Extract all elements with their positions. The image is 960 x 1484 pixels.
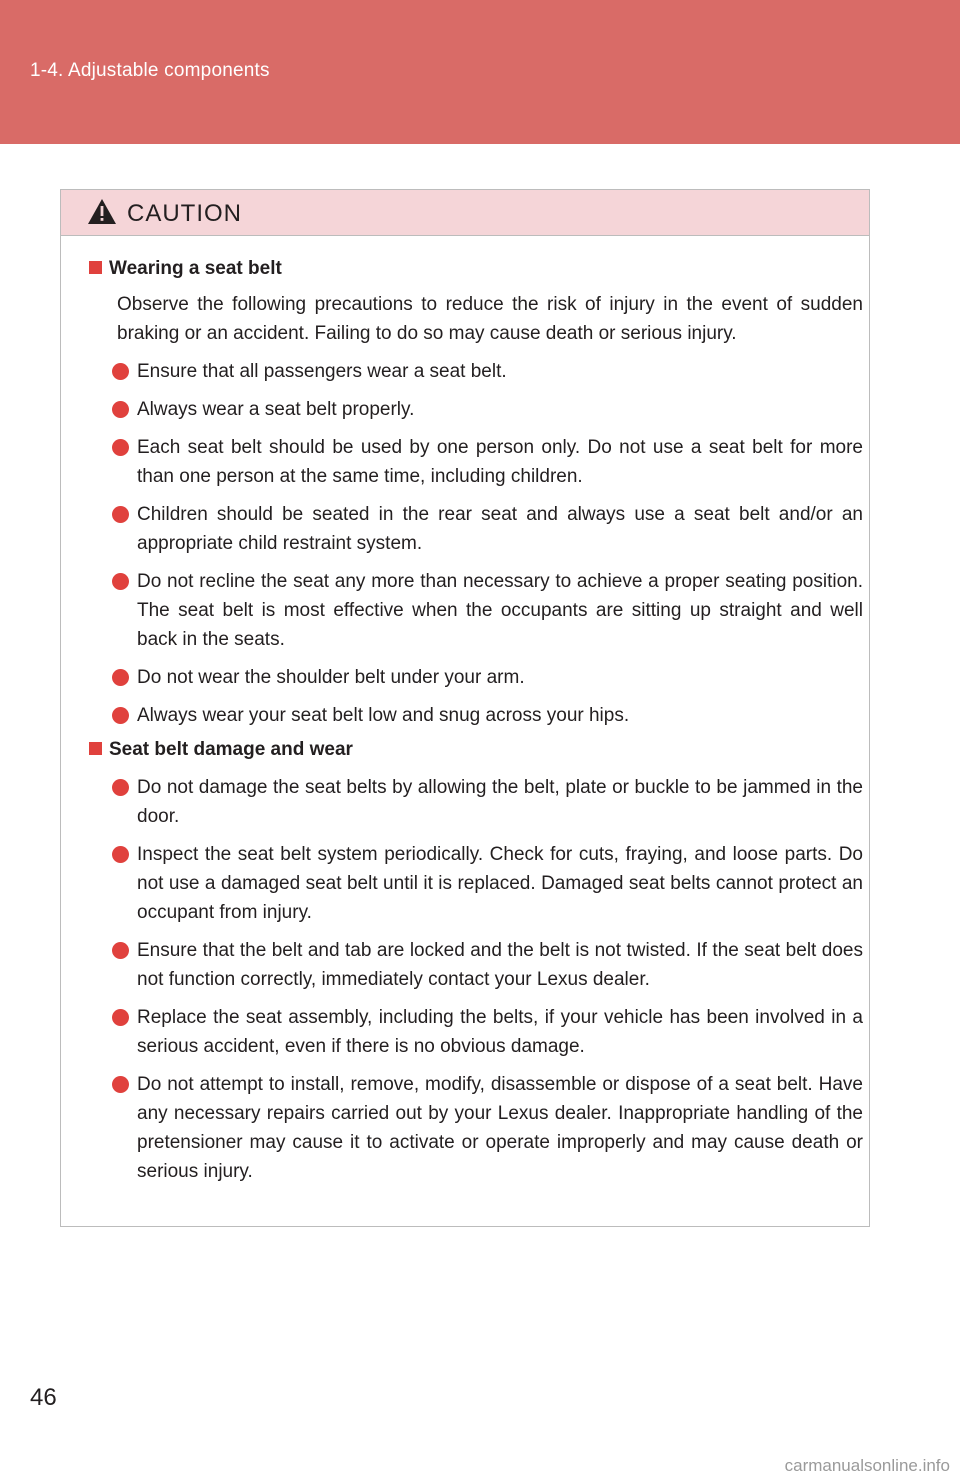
- caution-content: [89, 255, 863, 1186]
- square-bullet-icon: [89, 261, 102, 274]
- caution-header: [61, 190, 869, 236]
- bullet-dot-icon: [112, 779, 129, 796]
- bullet-dot-icon: [112, 1076, 129, 1093]
- warning-triangle-icon: [87, 198, 117, 225]
- bullet-dot-icon: [112, 846, 129, 863]
- section-title: Seat belt damage and wear: [89, 736, 863, 764]
- list-item: Always wear a seat belt properly.: [89, 395, 863, 424]
- list-item: Children should be seated in the rear seat and always use a seat belt and/or an appropriate child restraint system.: [89, 500, 863, 558]
- list-item: Inspect the seat belt system periodically. Check for cuts, fraying, and loose parts. Do not use a damaged seat belt until it is replaced. Damaged seat belts cannot protect an occupant from injury.: [89, 840, 863, 927]
- bullet-dot-icon: [112, 401, 129, 418]
- bullet-dot-icon: [112, 439, 129, 456]
- caution-label: CAUTION: [127, 200, 242, 227]
- list-item: Ensure that all passengers wear a seat belt.: [89, 357, 863, 386]
- bullet-dot-icon: [112, 707, 129, 724]
- list-item: Do not damage the seat belts by allowing the belt, plate or buckle to be jammed in the door.: [89, 773, 863, 831]
- section-intro: Observe the following precautions to reduce the risk of injury in the event of sudden braking or an accident. Failing to do so may cause death or serious injury.: [117, 294, 863, 344]
- bullet-dot-icon: [112, 363, 129, 380]
- chapter-title: 1-4. Adjustable components: [30, 60, 270, 81]
- caution-box: [60, 189, 870, 1227]
- list-item: Do not recline the seat any more than necessary to achieve a proper seating position. The seat belt is most effective when the occupants are sitting up straight and well back in the seats.: [89, 567, 863, 654]
- bullet-dot-icon: [112, 1009, 129, 1026]
- list-item: Do not attempt to install, remove, modify, disassemble or dispose of a seat belt. Have any necessary repairs carried out by your Lexus dealer. Inappropriate handling of the pretensioner may cause it to activate or operate improperly and may cause death or serious injury.: [89, 1070, 863, 1186]
- list-item: Do not wear the shoulder belt under your arm.: [89, 663, 863, 692]
- list-item: Ensure that the belt and tab are locked and the belt is not twisted. If the seat belt does not function correctly, immediately contact your Lexus dealer.: [89, 936, 863, 994]
- page-header: [0, 0, 960, 144]
- list-item: Each seat belt should be used by one person only. Do not use a seat belt for more than one person at the same time, including children.: [89, 433, 863, 491]
- bullet-dot-icon: [112, 942, 129, 959]
- bullet-dot-icon: [112, 573, 129, 590]
- square-bullet-icon: [89, 742, 102, 755]
- page-number: 46: [30, 1384, 57, 1411]
- section-title: Wearing a seat belt: [89, 255, 863, 283]
- watermark: carmanualsonline.info: [784, 1456, 950, 1475]
- list-item: Always wear your seat belt low and snug across your hips.: [89, 701, 863, 730]
- bullet-dot-icon: [112, 506, 129, 523]
- bullet-dot-icon: [112, 669, 129, 686]
- list-item: Replace the seat assembly, including the belts, if your vehicle has been involved in a serious accident, even if there is no obvious damage.: [89, 1003, 863, 1061]
